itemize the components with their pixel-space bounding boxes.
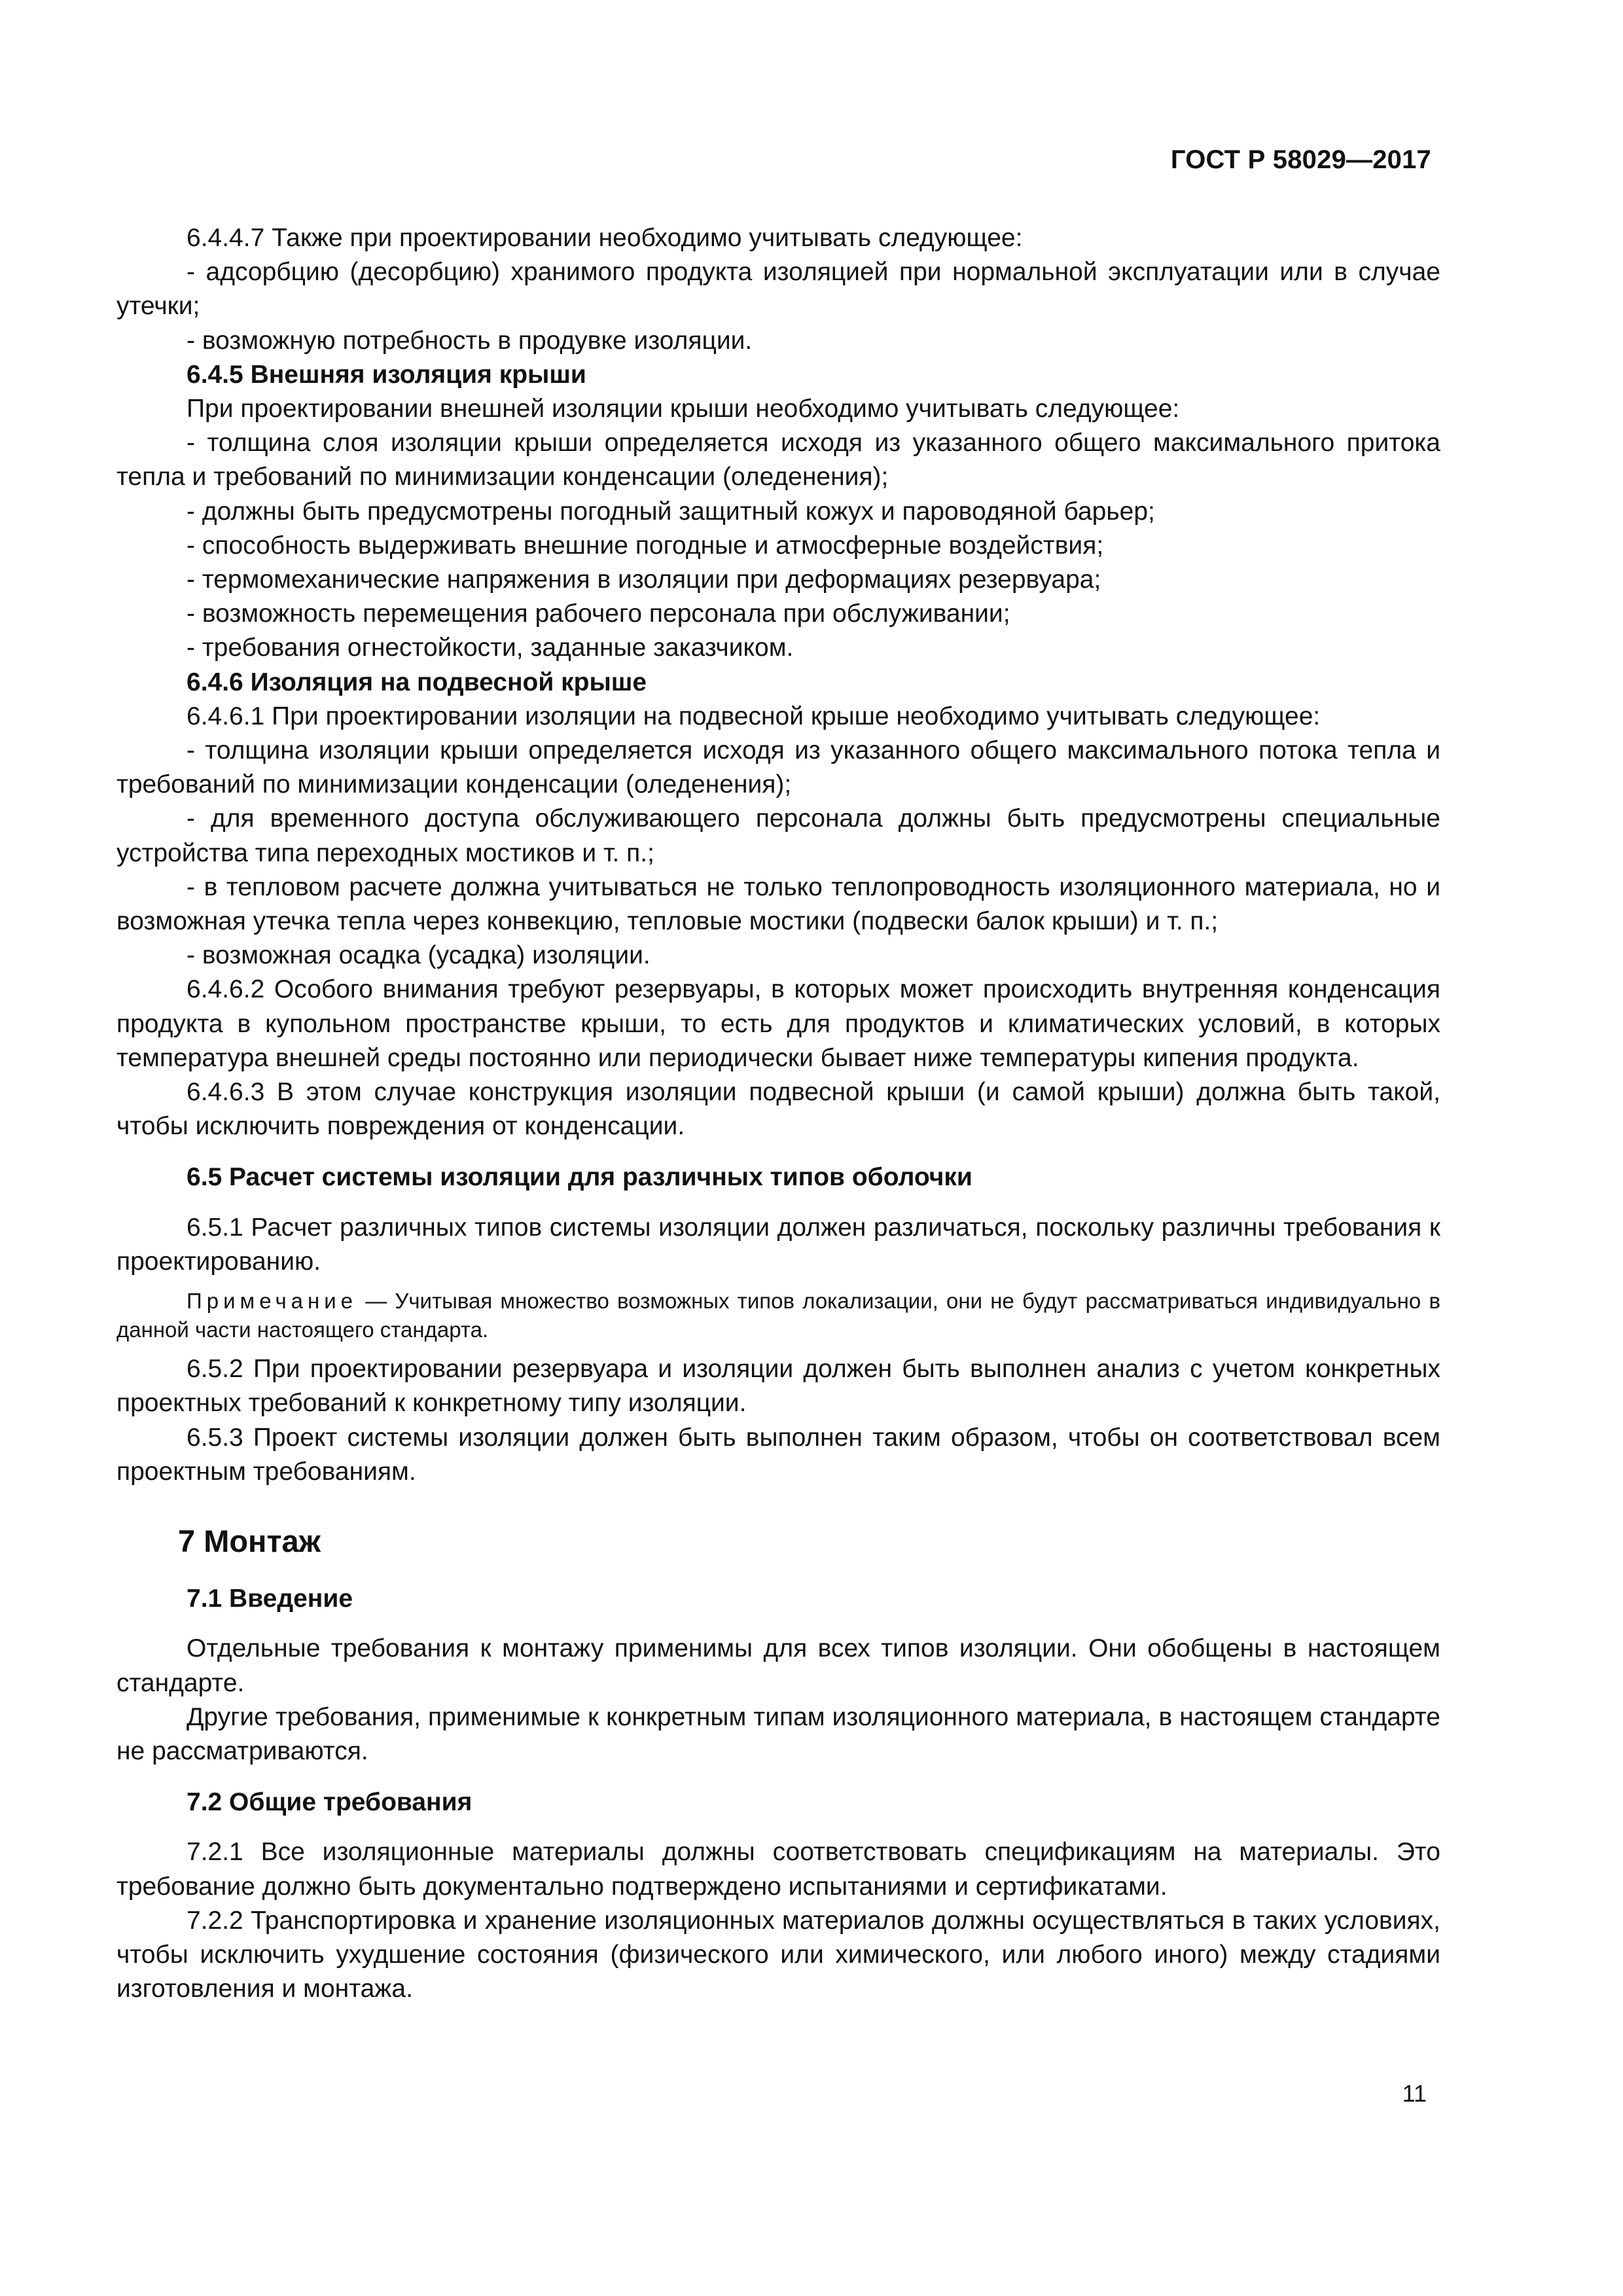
list-item: - толщина слоя изоляции крыши определяется исходя из указанного общего максимального притока тепла и требований по минимизации конденсации (оледенения); [116,429,1440,492]
note [116,1287,1440,1344]
heading-6-4-5: 6.4.5 Внешняя изоляция крыши [187,360,586,389]
clause-6-5-2: 6.5.2 При проектировании резервуара и изоляции должен быть выполнен анализ с учетом конкретных проектных требований к конкретному типу изоляции. [116,1355,1440,1418]
list-item: - возможная осадка (усадка) изоляции. [187,941,651,970]
paragraph: При проектировании внешней изоляции крыши необходимо учитывать следующее: [187,395,1180,423]
list-item: - толщина изоляции крыши определяется исходя из указанного общего максимального потока тепла и требований по минимизации конденсации (оледенения); [116,736,1440,799]
list-item: - должны быть предусмотрены погодный защитный кожух и пароводяной барьер; [187,497,1155,526]
list-item: - термомеханические напряжения в изоляции при деформациях резервуара; [187,565,1101,594]
clause-6-5-1: 6.5.1 Расчет различных типов системы изоляции должен различаться, поскольку различны требования к проектированию. [116,1213,1440,1276]
page-body [116,221,1440,2006]
clause-6-4-6-2: 6.4.6.2 Особого внимания требуют резервуары, в которых может происходить внутренняя конденсация продукта в купольном пространстве крыши, то есть для продуктов и климатических условий, в которых температура внешней среды постоянно или периодически бывает ниже температуры кипения продукта. [116,975,1440,1072]
clause-6-5-3: 6.5.3 Проект системы изоляции должен быть выполнен таким образом, чтобы он соответствовал всем проектным требованиям. [116,1423,1440,1486]
heading-7-1: 7.1 Введение [187,1585,353,1613]
list-item: - возможность перемещения рабочего персонала при обслуживании; [187,600,1010,628]
clause-7-2-2: 7.2.2 Транспортировка и хранение изоляционных материалов должны осуществляться в таких условиях, чтобы исключить ухудшение состояния (физического или химического, или любого иного) между стадиями изготовления и монтажа. [116,1906,1440,2003]
paragraph: Отдельные требования к монтажу применимы для всех типов изоляции. Они обобщены в настоящем стандарте. [116,1634,1440,1697]
list-item: - возможную потребность в продувке изоляции. [187,326,753,355]
list-item: - в тепловом расчете должна учитываться не только теплопроводность изоляционного материала, но и возможная утечка тепла через конвекцию, тепловые мостики (подвески балок крыши) и т. п.; [116,872,1440,936]
heading-7-2: 7.2 Общие требования [187,1788,473,1817]
clause-6-4-4-7: 6.4.4.7 Также при проектировании необходимо учитывать следующее: [187,224,1023,252]
list-item: - для временного доступа обслуживающего персонала должны быть предусмотрены специальные устройства типа переходных мостиков и т. п.; [116,804,1440,867]
list-item: - адсорбцию (десорбцию) хранимого продукта изоляцией при нормальной эксплуатации или в случае утечки; [116,258,1440,321]
list-item: - способность выдерживать внешние погодные и атмосферные воздействия; [187,531,1104,560]
document-id-header: ГОСТ Р 58029—2017 [1170,145,1431,174]
note-label: Примечание [187,1289,358,1314]
heading-6-4-6: 6.4.6 Изоляция на подвесной крыше [187,668,647,696]
note-text: — Учитывая множество возможных типов локализации, они не будут рассматриваться индивидуально в данной части настоящего стандарта. [116,1289,1440,1342]
section-heading-7: 7 Монтаж [178,1523,321,1558]
paragraph: Другие требования, применимые к конкретным типам изоляционного материала, в настоящем стандарте не рассматриваются. [116,1702,1440,1765]
page-number: 11 [1402,2080,1427,2107]
clause-6-4-6-1: 6.4.6.1 При проектировании изоляции на подвесной крыше необходимо учитывать следующее: [187,702,1321,730]
heading-6-5: 6.5 Расчет системы изоляции для различных типов оболочки [187,1163,972,1192]
clause-6-4-6-3: 6.4.6.3 В этом случае конструкция изоляции подвесной крыши (и самой крыши) должна быть такой, чтобы исключить повреждения от конденсации. [116,1078,1440,1141]
clause-7-2-1: 7.2.1 Все изоляционные материалы должны соответствовать спецификациям на материалы. Это требование должно быть документально подтверждено испытаниями и сертификатами. [116,1838,1440,1901]
list-item: - требования огнестойкости, заданные заказчиком. [187,634,794,662]
